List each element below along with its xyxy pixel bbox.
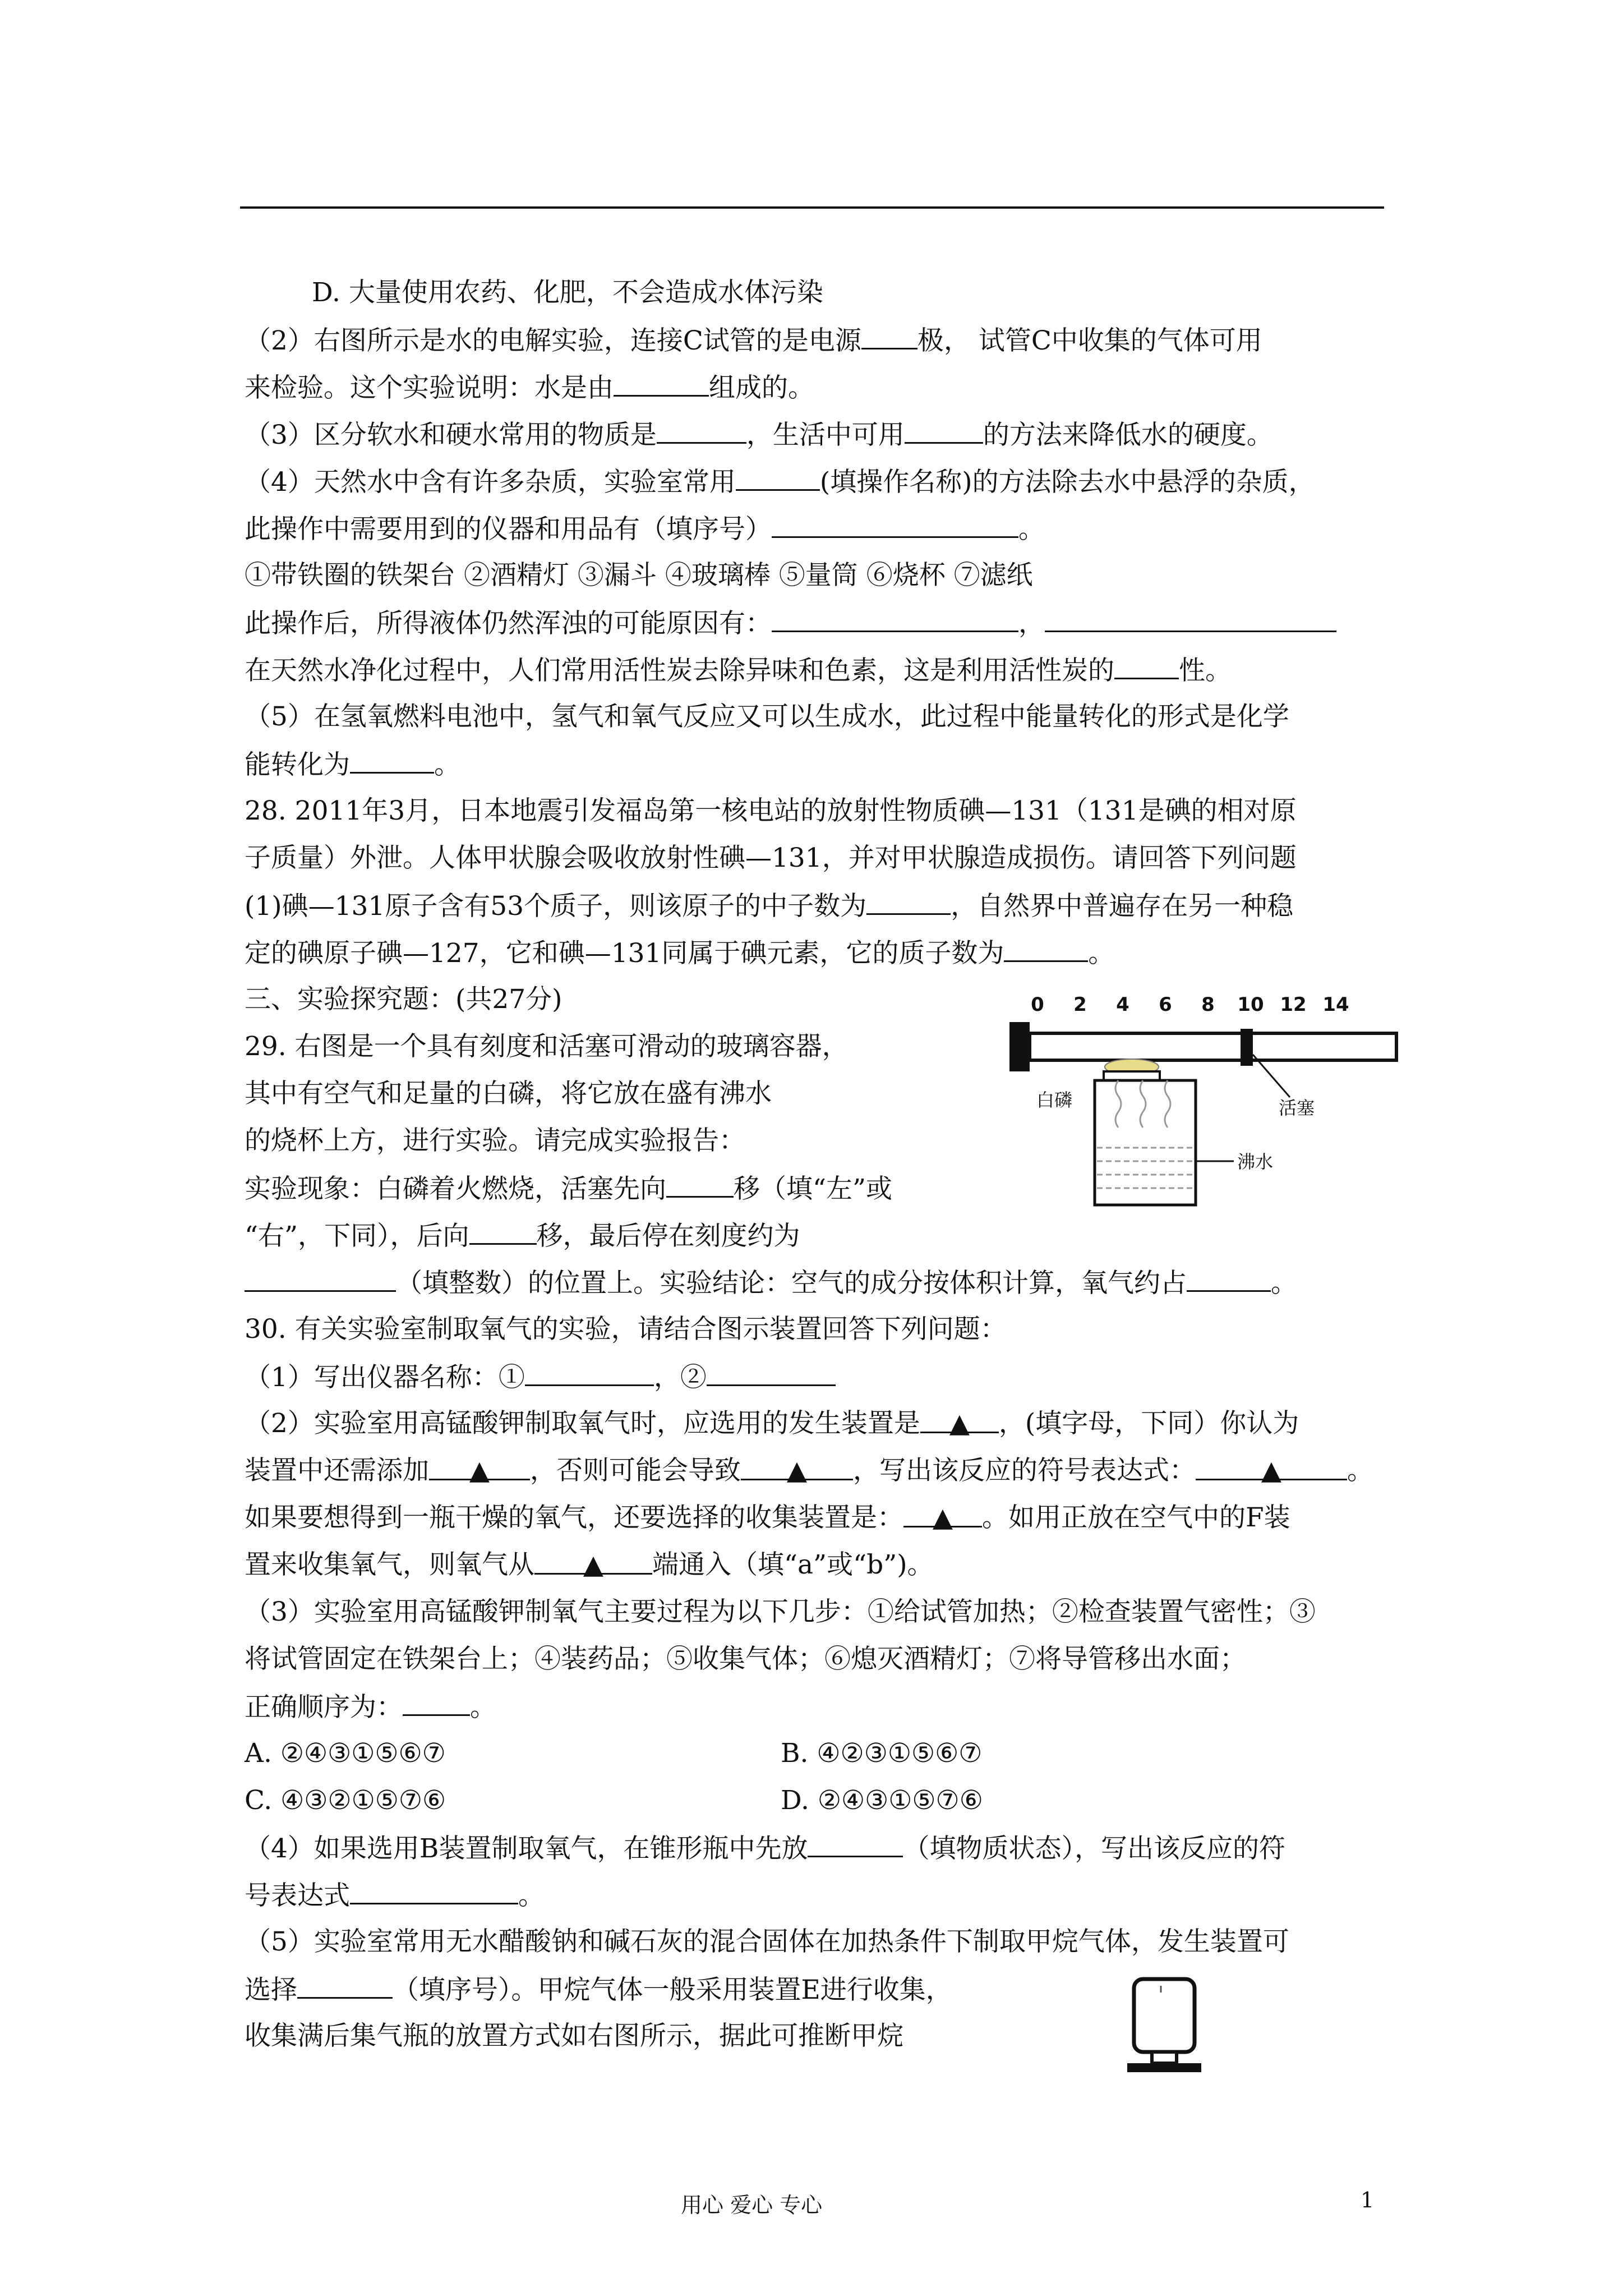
blank[interactable] xyxy=(614,370,709,397)
q28-line2: 子质量）外泄。人体甲状腺会吸收放射性碘—131，并对甲状腺造成损伤。请回答下列问题 xyxy=(245,843,1297,873)
blank[interactable] xyxy=(808,1831,903,1857)
blank[interactable] xyxy=(525,1360,654,1386)
label-piston: 活塞 xyxy=(1279,1097,1315,1119)
q30-2-line1: （2）实验室用高锰酸钾制取氧气时，应选用的发生装置是 ▲ ，(填字母，下同）你认为 xyxy=(245,1408,1299,1439)
blank[interactable] xyxy=(1187,1266,1271,1292)
boiling-water xyxy=(1097,1148,1193,1188)
tick-label: 8 xyxy=(1201,993,1215,1016)
gas-bottle-figure xyxy=(1122,1975,1206,2081)
blank[interactable] xyxy=(657,417,746,444)
q30-3-line3: 正确顺序为： 。 xyxy=(245,1690,496,1724)
q29-line5: “右”，下同），后向 移，最后停在刻度约为 xyxy=(245,1218,800,1253)
blank[interactable] xyxy=(1045,606,1336,632)
blank[interactable] xyxy=(736,464,820,491)
q27-4-line4: 此操作后，所得液体仍然浑浊的可能原因有： ， xyxy=(245,606,1336,641)
blank[interactable]: ▲ xyxy=(1196,1454,1347,1480)
section-three-heading: 三、实验探究题：(共27分) xyxy=(245,984,562,1015)
q28-line1: 28. 2011年3月，日本地震引发福岛第一核电站的放射性物质碘—131（131是碘的相对原 xyxy=(245,795,1297,826)
blank[interactable] xyxy=(245,1266,396,1292)
q30-2-line2: 装置中还需添加 ▲ ，否则可能会导致 ▲ ，写出该反应的符号表达式： ▲ 。 xyxy=(245,1455,1373,1486)
q30-5-line2: 选择 （填序号）。甲烷气体一般采用装置E进行收集， xyxy=(245,1972,952,2007)
label-phosphorus: 白磷 xyxy=(1036,1089,1073,1111)
q30-3-line1: （3）实验室用高锰酸钾制氧气主要过程为以下几步：①给试管加热；②检查装置气密性；③ xyxy=(245,1596,1316,1627)
apparatus-list: ①带铁圈的铁架台 ②酒精灯 ③漏斗 ④玻璃棒 ⑤量筒 ⑥烧杯 ⑦滤纸 xyxy=(245,560,1033,591)
blank[interactable]: ▲ xyxy=(903,1501,982,1527)
option-d: D. 大量使用农药、化肥，不会造成水体污染 xyxy=(312,277,823,308)
option-d-order: D. ②④③①⑤⑦⑥ xyxy=(781,1785,983,1816)
blank[interactable] xyxy=(707,1360,836,1386)
q29-line2: 其中有空气和足量的白磷，将它放在盛有沸水 xyxy=(245,1078,772,1109)
glass-tube xyxy=(1030,1033,1396,1060)
q27-4-line2: 此操作中需要用到的仪器和用品有（填序号） 。 xyxy=(245,512,1045,546)
blank[interactable] xyxy=(772,512,1018,538)
q29-line3: 的烧杯上方，进行实验。请完成实验报告： xyxy=(245,1125,745,1156)
blank[interactable] xyxy=(403,1690,470,1716)
tick-label: 12 xyxy=(1280,993,1307,1016)
blank[interactable] xyxy=(666,1171,734,1198)
q30-2-line4: 置来收集氧气，则氧气从 ▲ 端通入（填“a”或“b”)。 xyxy=(245,1549,934,1580)
blank[interactable] xyxy=(469,1218,537,1245)
q27-4-line1: （4）天然水中含有许多杂质，实验室常用 (填操作名称)的方法除去水中悬浮的杂质， xyxy=(245,464,1315,499)
q27-2-line2: 来检验。这个实验说明：水是由 组成的。 xyxy=(245,370,814,405)
q27-2-line1: （2）右图所示是水的电解实验，连接C试管的是电源 极， 试管C中收集的气体可用 xyxy=(245,323,1262,358)
stopper xyxy=(1009,1022,1030,1071)
q30-2-line3: 如果要想得到一瓶干燥的氧气，还要选择的收集装置是： ▲ 。如用正放在空气中的F装 xyxy=(245,1502,1290,1533)
option-b: B. ④②③①⑤⑥⑦ xyxy=(781,1738,983,1769)
q28-line3: (1)碘—131原子含有53个质子，则该原子的中子数为 ，自然界中普遍存在另一种稳 xyxy=(245,889,1293,923)
tick-label: 14 xyxy=(1322,993,1349,1016)
blank[interactable] xyxy=(861,323,917,349)
q29-line1: 29. 右图是一个具有刻度和活塞可滑动的玻璃容器， xyxy=(245,1031,849,1062)
blank[interactable] xyxy=(772,606,1018,632)
blank[interactable] xyxy=(350,747,434,774)
q28-line4: 定的碘原子碘—127，它和碘—131同属于碘元素，它的质子数为 。 xyxy=(245,936,1114,970)
phosphorus-experiment-figure xyxy=(998,987,1402,1223)
blank[interactable]: ▲ xyxy=(429,1454,530,1480)
blank[interactable] xyxy=(1004,936,1088,962)
tick-label: 6 xyxy=(1159,993,1172,1016)
q27-5-line2: 能转化为 。 xyxy=(245,747,460,782)
label-boiling-water: 沸水 xyxy=(1237,1151,1274,1172)
blank[interactable]: ▲ xyxy=(741,1454,853,1480)
q30-4-line2: 号表达式 。 xyxy=(245,1878,545,1913)
q27-3: （3）区分软水和硬水常用的物质是 ，生活中可用 的方法来降低水的硬度。 xyxy=(245,417,1273,452)
tick-label: 10 xyxy=(1237,993,1264,1016)
q30-1: （1）写出仪器名称：① ，② xyxy=(245,1360,836,1395)
q30-5-line1: （5）实验室常用无水醋酸钠和碱石灰的混合固体在加热条件下制取甲烷气体，发生装置可 xyxy=(245,1926,1289,1957)
q29-line4: 实验现象：白磷着火燃烧，活塞先向 移（填“左”或 xyxy=(245,1171,892,1206)
q27-4-line5: 在天然水净化过程中，人们常用活性炭去除异味和色素，这是利用活性炭的 性。 xyxy=(245,653,1232,688)
option-a: A. ②④③①⑤⑥⑦ xyxy=(245,1738,446,1769)
page-number: 1 xyxy=(1361,2188,1375,2212)
q30-3-line2: 将试管固定在铁架台上；④装药品；⑤收集气体；⑥熄灭酒精灯；⑦将导管移出水面； xyxy=(245,1644,1246,1674)
q27-5-line1: （5）在氢氧燃料电池中，氢气和氧气反应又可以生成水，此过程中能量转化的形式是化学 xyxy=(245,701,1289,732)
piston xyxy=(1241,1029,1253,1066)
tick-label: 2 xyxy=(1073,993,1087,1016)
steam xyxy=(1115,1080,1170,1128)
q30-heading: 30. 有关实验室制取氧气的实验，请结合图示装置回答下列问题： xyxy=(245,1314,1007,1345)
q30-5-line3: 收集满后集气瓶的放置方式如右图所示，据此可推断甲烷 xyxy=(245,2021,903,2051)
footer-motto: 用心 爱心 专心 xyxy=(681,2193,823,2217)
q29-line6: （填整数）的位置上。实验结论：空气的成分按体积计算，氧气约占 。 xyxy=(245,1266,1297,1300)
header-rule xyxy=(240,206,1384,209)
blank[interactable] xyxy=(1114,653,1179,679)
blank[interactable] xyxy=(866,889,951,915)
blank[interactable]: ▲ xyxy=(920,1407,999,1433)
option-c: C. ④③②①⑤⑦⑥ xyxy=(245,1785,446,1816)
q30-4-line1: （4）如果选用B装置制取氧气，在锥形瓶中先放 （填物质状态），写出该反应的符 xyxy=(245,1831,1285,1866)
blank[interactable] xyxy=(350,1878,518,1904)
tick-label: 0 xyxy=(1031,993,1044,1016)
tick-label: 4 xyxy=(1116,993,1129,1016)
blank[interactable] xyxy=(905,417,983,444)
blank[interactable] xyxy=(297,1972,393,1999)
blank[interactable]: ▲ xyxy=(534,1548,652,1575)
